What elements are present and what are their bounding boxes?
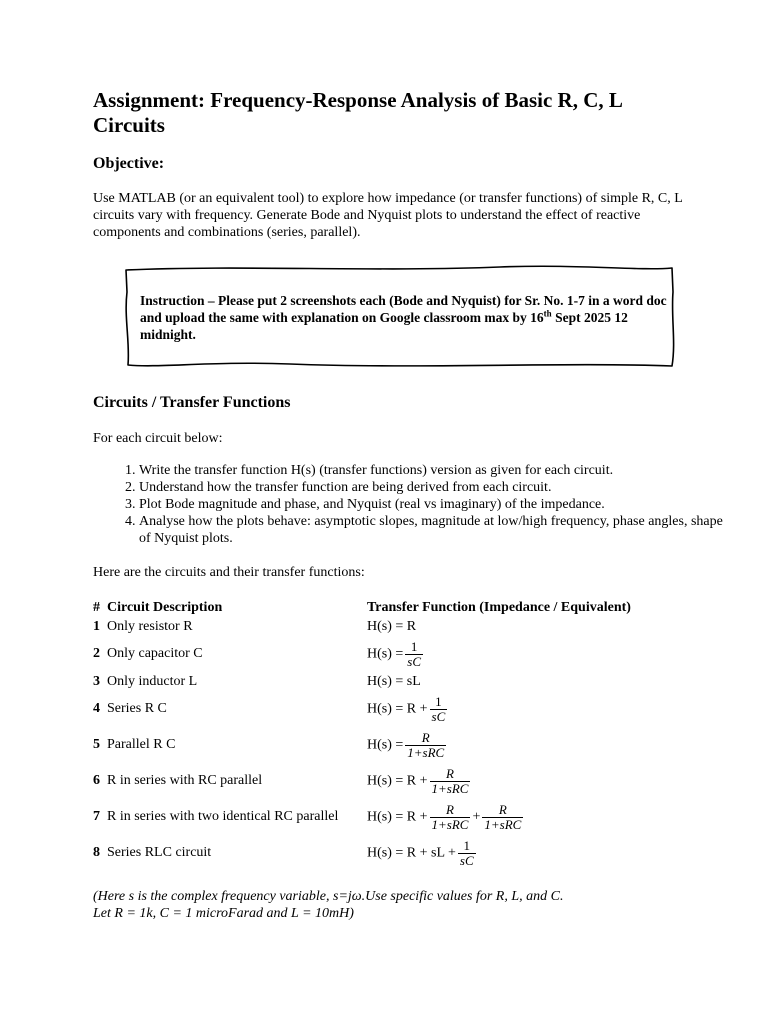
steps-list	[93, 462, 729, 547]
fraction: $\frac{1}{sC}$	[431, 693, 446, 724]
fraction: $\frac{R}{\text{1+sRC}}$	[431, 765, 469, 796]
table-intro: Here are the circuits and their transfer functions:	[93, 565, 365, 580]
circuits-table	[93, 598, 631, 871]
fraction: $\frac{1}{sC}$	[407, 638, 422, 669]
instruction-box	[120, 262, 680, 372]
list-item: 1. Write the transfer function H(s) (transfer functions) version as given for each circuit.	[139, 462, 729, 479]
circuits-intro: For each circuit below:	[93, 431, 223, 446]
header-tf: Transfer Function (Impedance / Equivalent)	[367, 599, 631, 615]
page-title: Assignment: Frequency-Response Analysis of Basic R, C, L Circuits	[93, 88, 622, 137]
fraction: $\frac{1}{sC}$	[459, 837, 474, 868]
fraction: $\frac{R}{\text{1+sRC}}$	[431, 801, 469, 832]
header-desc: Circuit Description	[107, 599, 223, 615]
table-row: 5 Parallel R C H(s) = $\frac{R}{\text{1+sRC}}$	[93, 729, 445, 760]
table-row: 1 Only resistor R H(s) = R	[93, 618, 417, 634]
list-item: 2. Understand how the transfer function are being derived from each circuit.	[139, 479, 729, 496]
table-row: 8 Series RLC circuit H(s) = R + sL + $\frac{1}{sC}$	[93, 837, 474, 868]
table-row: 4 Series R C H(s) = R + $\frac{1}{sC}$	[93, 693, 446, 724]
table-header-row	[93, 598, 631, 617]
header-num: #	[93, 599, 100, 615]
table-row: 3 Only inductor L H(s) = sL	[93, 673, 421, 689]
fraction: $\frac{R}{\text{1+sRC}}$	[484, 801, 522, 832]
objective-text: Use MATLAB (or an equivalent tool) to explore how impedance (or transfer functions) of simple R, C, L circuits vary with frequency. Generate Bode and Nyquist plots to understand the effect of reactive components and combinations (series, parallel).	[93, 191, 683, 240]
note-line-2: Let R = 1k, C = 1 microFarad and L = 10mH)	[93, 906, 354, 921]
list-item: 4. Analyse how the plots behave: asymptotic slopes, magnitude at low/high frequency, phase angles, shape of Nyquist plots.	[139, 513, 729, 547]
fraction: $\frac{R}{\text{1+sRC}}$	[407, 729, 445, 760]
circuits-heading: Circuits / Transfer Functions	[93, 394, 291, 411]
objective-heading: Objective:	[93, 155, 165, 172]
table-row: 2 Only capacitor C H(s) = $\frac{1}{sC}$	[93, 638, 422, 669]
table-row: 6 R in series with RC parallel H(s) = R + $\frac{R}{\text{1+sRC}}$	[93, 765, 469, 796]
note	[93, 888, 693, 922]
list-item: 3. Plot Bode magnitude and phase, and Nyquist (real vs imaginary) of the impedance.	[139, 496, 729, 513]
instruction-text: Instruction – Please put 2 screenshots each (Bode and Nyquist) for Sr. No. 1-7 in a word doc and upload the same with explanation on Google classroom max by 16th Sept 2025 12 midnight.	[140, 293, 667, 342]
note-line-1: (Here s is the complex frequency variable, s=jω.Use specific values for R, L, and C.	[93, 889, 564, 904]
table-row: 7 R in series with two identical RC parallel H(s) = R + $\frac{R}{\text{1+sRC}}$ + $\frac{R}{\text{1+sRC}}$	[93, 801, 522, 832]
